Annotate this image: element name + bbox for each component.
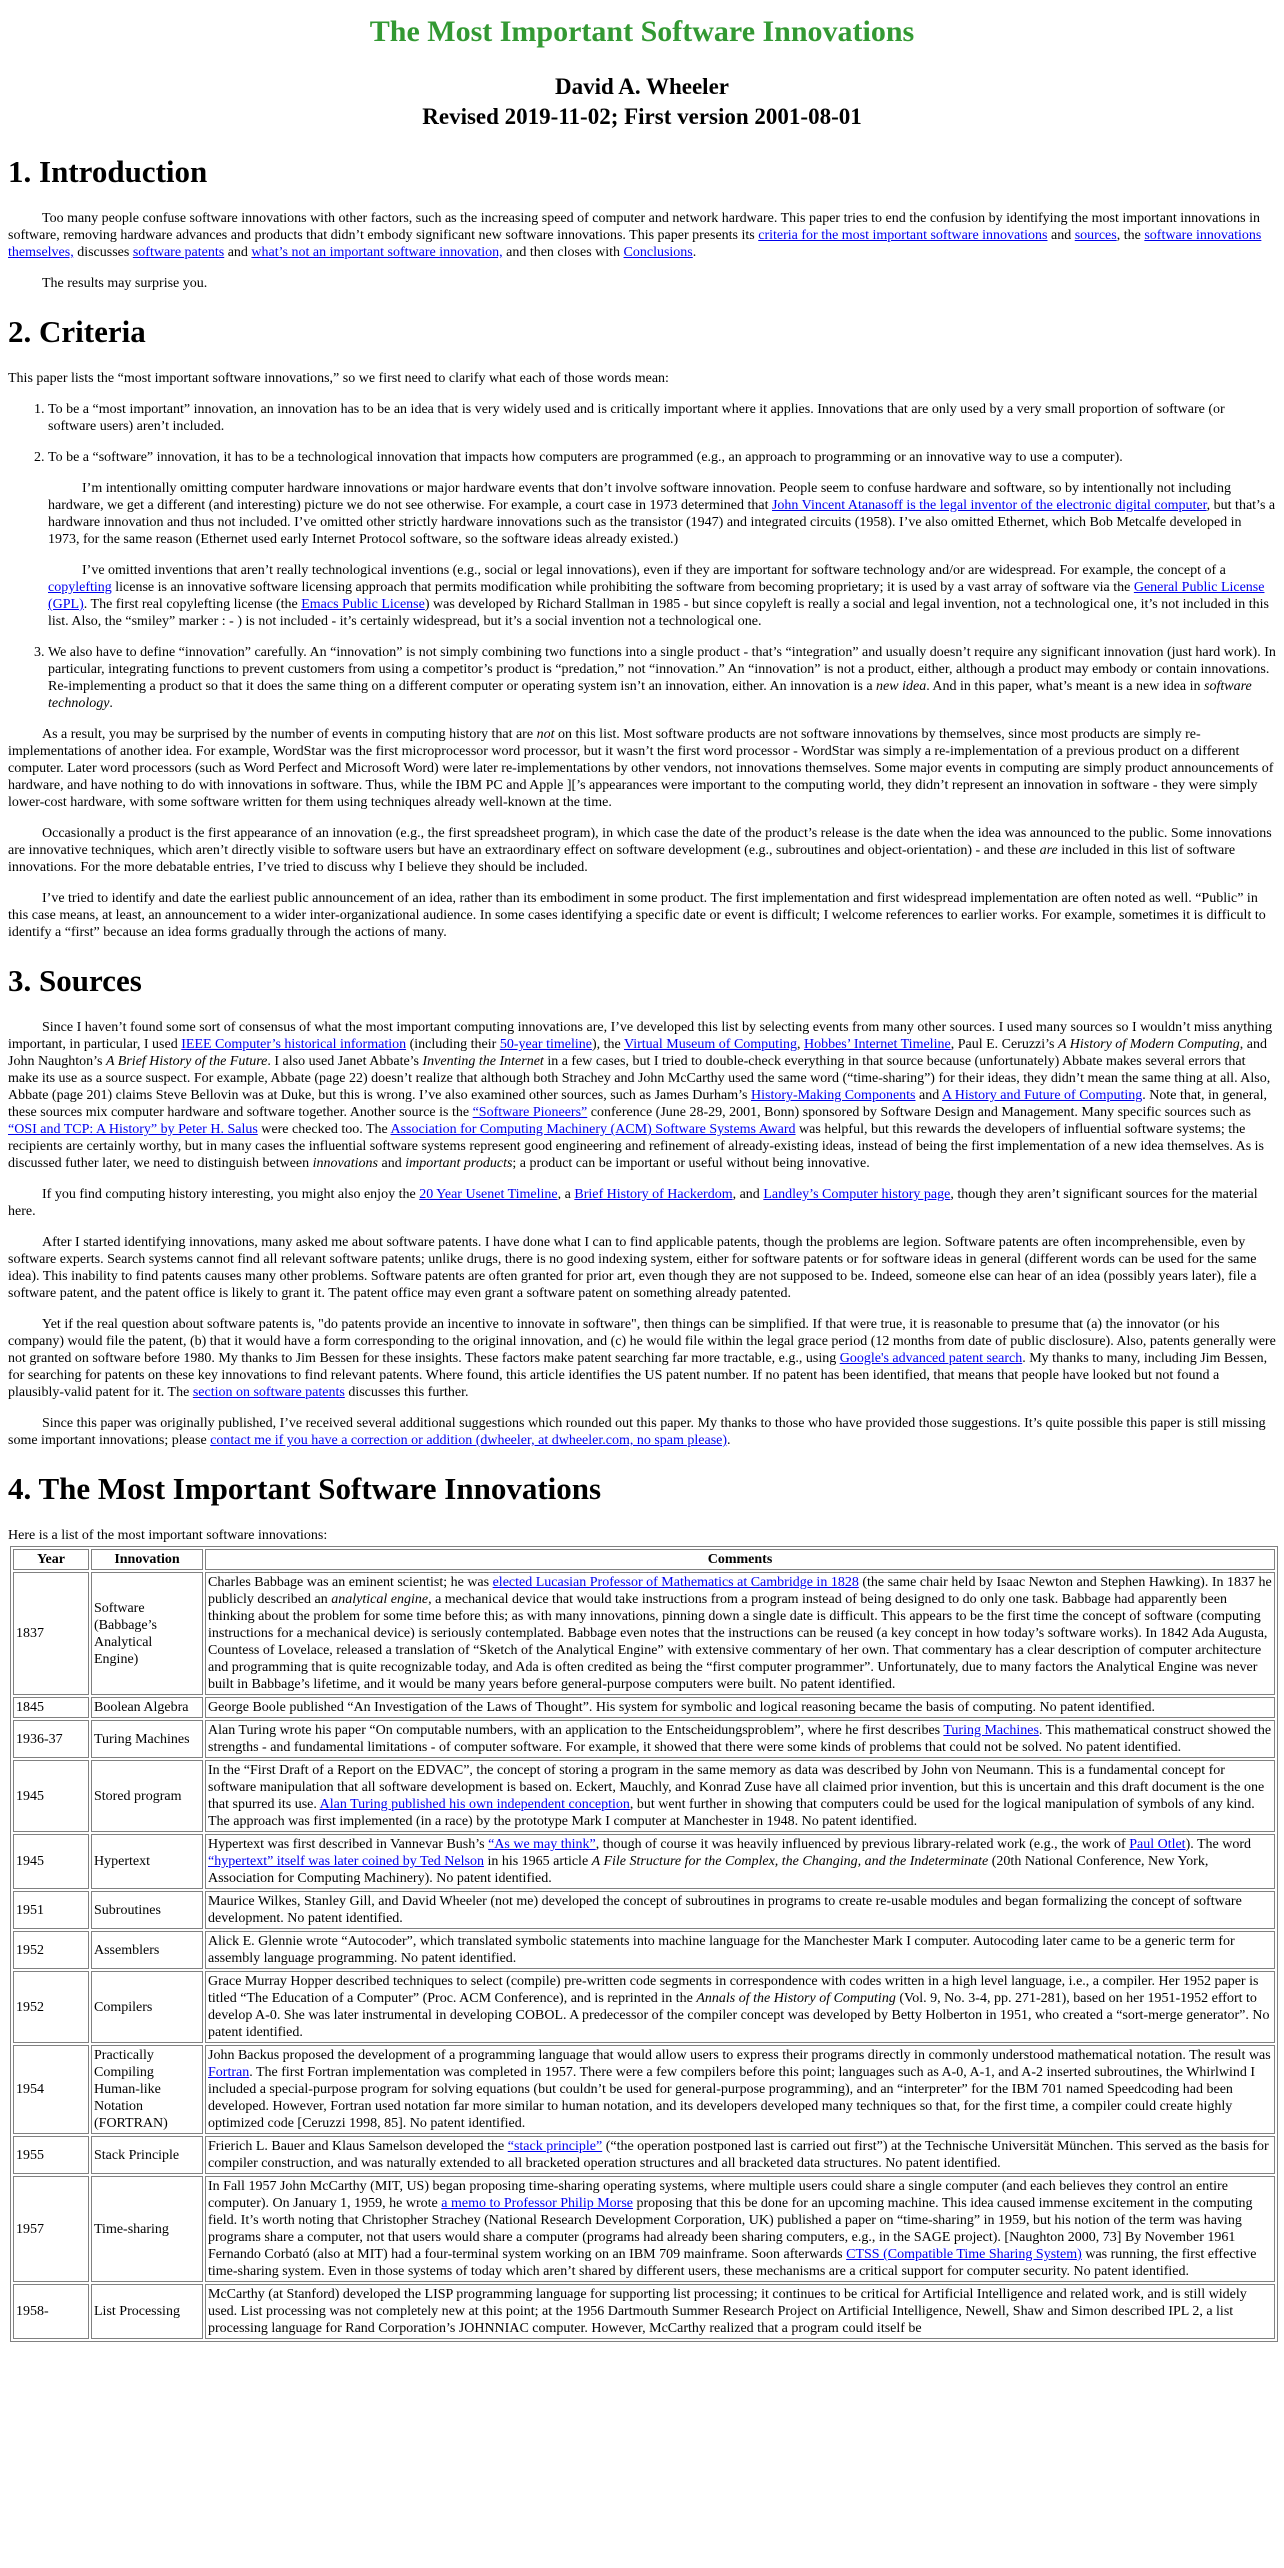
row-year: 1955 [13, 2136, 89, 2174]
row-comments: Frierich L. Bauer and Klaus Samelson developed the “stack principle” (“the operation postponed last is carried out first”) at the Technische Universität München. This served as the basis for compiler construction, and was naturally extended to all bracketed operation structures and all bracketed data structures. No patent identified. [205, 2136, 1275, 2174]
table-row [13, 1931, 1275, 1969]
row-year: 1957 [13, 2176, 89, 2282]
table-header-row [13, 1549, 1275, 1570]
link-usenet-timeline[interactable]: 20 Year Usenet Timeline [419, 1187, 558, 1202]
table-row [13, 2045, 1275, 2134]
row-innovation: Compilers [91, 1971, 203, 2043]
table-row [13, 2176, 1275, 2282]
row-year: 1945 [13, 1834, 89, 1889]
sources-paragraph-patents: After I started identifying innovations, many asked me about software patents. I have done what I can to find applicable patents, though the problems are legion. Software patents are often incomprehensible, even by software experts. Search systems cannot find all relevant software patents; unlike drugs, there is no good indexing system, either for software patents or for software ideas in general (different words can be used for the same idea). This inability to find patents causes many other problems. Software patents are often granted for prior art, even though they are not supposed to be. Indeed, someone else can hear of an idea (possibly years later), file a software patent, and the patent office is likely to grant it. The patent office may even grant a software patent on something already patented. [8, 1235, 1257, 1301]
sources-paragraph-extra: If you find computing history interesting, you might also enjoy the 20 Year Usenet Timeline, a Brief History of Hackerdom, and Landley’s Computer history page, though they aren’t significant sources for the material here. [8, 1187, 1258, 1219]
table-row [13, 1572, 1275, 1695]
row-comments: In Fall 1957 John McCarthy (MIT, US) began proposing time-sharing operating systems, where multiple users could share a single computer (and each believes they control an entire computer). On January 1, 1959, he wrote a memo to Professor Philip Morse proposing that this be done for an upcoming machine. This idea caused immense excitement in the computing field. It’s worth noting that Christopher Strachey (National Research Development Corporation, UK) published a paper on “time-sharing” in 1959, but his notion of the term was having programs share a computer, not that users would share a computer (programs had already been sharing computers, e.g., in the SAGE project). [Naughton 2000, 73] By November 1961 Fernando Corbató (also at MIT) had a four-terminal system working on an IBM 709 mainframe. Soon afterwards CTSS (Compatible Time Sharing System) was running, the first effective time-sharing system. Even in those systems of today which aren’t shared by different users, these mechanisms are a critical support for computer security. No patent identified. [205, 2176, 1275, 2282]
row-year: 1951 [13, 1891, 89, 1929]
link-criteria[interactable]: criteria for the most important software innovations [758, 228, 1048, 243]
criteria-list [8, 401, 1276, 712]
link-virtual-museum[interactable]: Virtual Museum of Computing [623, 1037, 797, 1052]
row-year: 1945 [13, 1760, 89, 1832]
row-year: 1837 [13, 1572, 89, 1695]
row-innovation: Time-sharing [91, 2176, 203, 2282]
table-row [13, 2136, 1275, 2174]
section-heading-innovations: 4. The Most Important Software Innovations [8, 1471, 602, 1506]
row-innovation: Stack Principle [91, 2136, 203, 2174]
section-heading-criteria: 2. Criteria [8, 314, 146, 349]
link-landley-history[interactable]: Landley’s Computer history page [763, 1187, 951, 1202]
link-stack-principle[interactable]: “stack principle” [507, 2139, 603, 2154]
row-year: 1954 [13, 2045, 89, 2134]
table-row [13, 1891, 1275, 1929]
link-turing-machines[interactable]: Turing Machines [943, 1723, 1039, 1738]
link-conclusions[interactable]: Conclusions [623, 245, 693, 260]
link-innovations[interactable]: software innovations themselves, [8, 228, 1262, 260]
row-innovation: Stored program [91, 1760, 203, 1832]
column-header-comments: Comments [205, 1549, 1275, 1570]
criteria-social-note: I’ve omitted inventions that aren’t really technological inventions (e.g., social or legal innovations), even if they are important for software technology and/or are widespread. For example, the concept of a copylefting license is an innovative software licensing approach that permits modification while prohibiting the software from becoming proprietary; it is used by a vast array of software via the General Public License (GPL). The first real copylefting license (the Emacs Public License) was developed by Richard Stallman in 1985 - but since copyleft is really a social and legal invention, not a technological one, it’s not included in this list. Also, the “smiley” marker : - ) is not included - it’s certainly widespread, but it’s a social invention not a technological one. [48, 563, 1269, 629]
link-acm-award[interactable]: Association for Computing Machinery (ACM) Software Systems Award [390, 1122, 796, 1137]
link-hackerdom[interactable]: Brief History of Hackerdom [574, 1187, 733, 1202]
link-gpl[interactable]: General Public License (GPL) [48, 580, 1265, 612]
section-heading-introduction: 1. Introduction [8, 154, 208, 189]
page-title: The Most Important Software Innovations [369, 15, 915, 48]
criteria-item-important: 1. To be a “most important” innovation, an innovation has to be an idea that is very widely used and is critically important where it applies. Innovations that are only used by a very small proportion of software (or software users) aren’t included. [48, 401, 1276, 435]
link-software-pioneers[interactable]: “Software Pioneers” [472, 1105, 588, 1120]
row-year: 1952 [13, 1971, 89, 2043]
link-section-software-patents[interactable]: section on software patents [192, 1385, 345, 1400]
row-comments: George Boole published “An Investigation of the Laws of Thought”. His system for symbolic and logical reasoning became the basis of computing. No patent identified. [205, 1697, 1275, 1718]
link-memo-morse[interactable]: a memo to Professor Philip Morse [441, 2196, 633, 2211]
table-row [13, 1760, 1275, 1832]
link-software-patents[interactable]: software patents [132, 245, 225, 260]
link-as-we-may-think[interactable]: “As we may think” [488, 1837, 596, 1852]
criteria-item-software: 2. To be a “software” innovation, it has to be a technological innovation that impacts how computers are programmed (e.g., an approach to programming or an innovative way to use a computer). I’m intentionally omitting computer hardware innovations or major hardware events that don’t involve software innovation. People seem to confuse hardware and software, so by intentionally not including hardware, we get a different (and interesting) picture we do not see otherwise. For example, a court case in 1973 determined that John Vincent Atanasoff is the legal inventor of the electronic digital computer, but that’s a hardware innovation and thus not included. I’ve omitted other strictly hardware innovations such as the transistor (1947) and integrated circuits (1958). I’ve also omitted Ethernet, which Bob Metcalfe developed in 1973, for the same reason (Ethernet used early Internet Protocol software, so the software ideas already existed.) I’ve omitted inventions that aren’t really technological inventions (e.g., social or legal innovations), even if they are important for software technology and/or are widespread. For example, the concept of a copylefting license is an innovative software licensing approach that permits modification while prohibiting the software from becoming proprietary; it is used by a vast array of software via the General Public License (GPL). The first real copylefting license (the Emacs Public License) was developed by Richard Stallman in 1985 - but since copyleft is really a social and legal invention, not a technological one, it’s not included in this list. Also, the “smiley” marker : - ) is not included - it’s certainly widespread, but it’s a social invention not a technological one. [48, 449, 1276, 630]
row-comments: Maurice Wilkes, Stanley Gill, and David Wheeler (not me) developed the concept of subroutines in programs to create re-usable modules and began formalizing the concept of software development. No patent identified. [205, 1891, 1275, 1929]
innovations-table [10, 1546, 1278, 2342]
intro-surprise: The results may surprise you. [42, 276, 208, 291]
link-contact[interactable]: contact me if you have a correction or addition (dwheeler, at dwheeler.com, no spam please) [210, 1433, 728, 1448]
criteria-occasional-paragraph: Occasionally a product is the first appearance of an innovation (e.g., the first spreadsheet program), in which case the date of the product’s release is the date when the idea was announced to the public. Some innovations are innovative techniques, which aren’t directly visible to software users but have an extraordinary effect on software development (e.g., subroutines and object-orientation) - and these are included in this list of software innovations. For the more debatable entries, I’ve tried to discuss why I believe they should be included. [8, 826, 1272, 875]
link-atanasoff[interactable]: John Vincent Atanasoff is the legal inventor of the electronic digital computer [771, 498, 1207, 513]
innovations-lead: Here is a list of the most important software innovations: [8, 1528, 328, 1543]
row-year: 1952 [13, 1931, 89, 1969]
row-comments: John Backus proposed the development of a programming language that would allow users to express their programs directly in commonly understood mathematical notation. The result was Fortran. The first Fortran implementation was completed in 1957. There were a few compilers before this point; languages such as A-0, A-1, and A-2 inserted subroutines, the Whirlwind I included a special-purpose program for solving equations (but couldn’t be used for general-purpose programming), and an “interpreter” for the IBM 701 named Speedcoding had been developed. However, Fortran used notation far more similar to human notation, and its developers developed many techniques so that, for the first time, a compiler could create highly optimized code [Ceruzzi 1998, 85]. No patent identified. [205, 2045, 1275, 2134]
link-ieee-history[interactable]: IEEE Computer’s historical information [181, 1037, 407, 1052]
criteria-item-innovation: 3. We also have to define “innovation” carefully. An “innovation” is not simply combining two functions into a single product - that’s “integration” and usually doesn’t require any significant innovation (just hard work). In particular, integrating functions to prevent customers from using a competitor’s product is “predation,” not “innovation.” An “innovation” is not a product, either, although a product may embody or contain innovations. Re-implementing a product so that it does the same thing on a different computer or operating system isn’t an innovation, either. An innovation is a new idea. And in this paper, what’s meant is a new idea in software technology. [48, 644, 1276, 712]
link-lucasian-professor[interactable]: elected Lucasian Professor of Mathematics at Cambridge in 1828 [492, 1575, 859, 1590]
link-fortran[interactable]: Fortran [208, 2065, 250, 2080]
row-comments: In the “First Draft of a Report on the EDVAC”, the concept of storing a program in the same memory as data was described by John von Neumann. This is a fundamental concept for software manipulation that all software development is based on. Eckert, Mauchly, and Konrad Zuse have all claimed prior invention, but this is uncertain and this draft document is the one that spurred its use. Alan Turing published his own independent conception, but went further in showing that computers could be used for the logical manipulation of symbols of any kind. The approach was first implemented (in a race) by the prototype Mark I computer at Manchester in 1948. No patent identified. [205, 1760, 1275, 1832]
table-row [13, 1971, 1275, 2043]
link-copylefting[interactable]: copylefting [48, 580, 112, 595]
row-year: 1958- [13, 2284, 89, 2339]
row-innovation: Hypertext [91, 1834, 203, 1889]
link-hypertext-coined[interactable]: “hypertext” itself was later coined by Ted Nelson [208, 1854, 484, 1869]
column-header-innovation: Innovation [91, 1549, 203, 1570]
row-innovation: Turing Machines [91, 1720, 203, 1758]
row-comments: Hypertext was first described in Vannevar Bush’s “As we may think”, though of course it was heavily influenced by previous library-related work (e.g., the work of Paul Otlet). The word “hypertext” itself was later coined by Ted Nelson in his 1965 article A File Structure for the Complex, the Changing, and the Indeterminate (20th National Conference, New York, Association for Computing Machinery). No patent identified. [205, 1834, 1275, 1889]
row-innovation: Practically Compiling Human-like Notation (FORTRAN) [91, 2045, 203, 2134]
link-google-patent-search[interactable]: Google's advanced patent search [839, 1351, 1023, 1366]
sources-paragraph-main: Since I haven’t found some sort of consensus of what the most important computing innovations are, I’ve developed this list by selecting events from many other sources. I used many sources so I wouldn’t miss anything important, in particular, I used IEEE Computer’s historical information (including their 50-year timeline), the Virtual Museum of Computing, Hobbes’ Internet Timeline, Paul E. Ceruzzi’s A History of Modern Computing, and John Naughton’s A Brief History of the Future. I also used Janet Abbate’s Inventing the Internet in a few cases, but I tried to double-check everything in that source because (unfortunately) Abbate makes several errors that make its use as a source suspect. For example, Abbate (page 22) doesn’t realize that although both Strachey and John McCarthy used the same word (“time-sharing”) for their ideas, they didn’t mean the same thing at all. Also, Abbate (page 201) claims Steve Bellovin was at Duke, but this is wrong. I’ve also examined other sources, such as James Durham’s History-Making Components and A History and Future of Computing. Note that, in general, these sources mix computer hardware and software together. Another source is the “Software Pioneers” conference (June 28-29, 2001, Bonn) sponsored by Software Design and Management. Many specific sources such as “OSI and TCP: A History” by Peter H. Salus were checked too. The Association for Computing Machinery (ACM) Software Systems Award was helpful, but this rewards the developers of influential software systems; the recipients are certainly worthy, but in many cases the influential software systems represent good engineering and refinement of already-existing ideas, instead of being the first implementation of a new idea themselves. As is discussed futher later, we need to distinguish between innovations and important products; a product can be important or useful without being innovative. [8, 1020, 1273, 1171]
link-turing-conception[interactable]: Alan Turing published his own independent conception [319, 1797, 630, 1812]
link-sources[interactable]: sources [1074, 228, 1117, 243]
sources-paragraph-thanks: Since this paper was originally published, I’ve received several additional suggestions which rounded out this paper. My thanks to those who have provided those suggestions. It’s quite possible this paper is still missing some important innovations; please contact me if you have a correction or addition (dwheeler, at dwheeler.com, no spam please). [8, 1416, 1266, 1448]
link-history-future-computing[interactable]: A History and Future of Computing [941, 1088, 1143, 1103]
link-emacs-license[interactable]: Emacs Public License [301, 597, 425, 612]
row-innovation: Subroutines [91, 1891, 203, 1929]
row-innovation: List Processing [91, 2284, 203, 2339]
link-not-innovation[interactable]: what’s not an important software innovation, [251, 245, 503, 260]
column-header-year: Year [13, 1549, 89, 1570]
row-comments: Grace Murray Hopper described techniques to select (compile) pre-written code segments in correspondence with codes written in a high level language, i.e., a compiler. Her 1952 paper is titled “The Education of a Computer” (Proc. ACM Conference), and is reprinted in the Annals of the History of Computing (Vol. 9, No. 3-4, pp. 271-281), based on her 1951-1952 effort to develop A-0. She was later instrumental in developing COBOL. A predecessor of the compiler concept was developed by Betty Holberton in 1951, who created a “sort-merge generator”. No patent identified. [205, 1971, 1275, 2043]
criteria-date-paragraph: I’ve tried to identify and date the earliest public announcement of an idea, rather than its embodiment in some product. The first implementation and first widespread implementation are often noted as well. “Public” in this case means, at least, an announcement to a wider inter-organizational audience. In some cases identifying a specific date or event is difficult; I welcome references to earlier works. For example, sometimes it is difficult to identify a “first” because an idea forms gradually through the actions of many. [8, 891, 1266, 940]
table-row [13, 1697, 1275, 1718]
author-line: David A. Wheeler [555, 74, 729, 99]
sources-paragraph-patent-search: Yet if the real question about software patents is, "do patents provide an incentive to innovate in software", then things can be simplified. If that were true, it is reasonable to presume that (a) the innovator (or his company) would file the patent, (b) that it would have a form corresponding to the original innovation, and (c) he would file within the legal grace period (12 months from date of public disclosure). Also, patents generally were not granted on software before 1980. My thanks to Jim Bessen for these insights. These factors make patent searching far more tractable, e.g., using Google's advanced patent search. My thanks to many, including Jim Bessen, for searching for patents on these key innovations to find relevant patents. Where found, this article identifies the US patent number. If no patent has been identified, that means that people have looked but not found a plausibly-valid patent for it. The section on software patents discusses this further. [8, 1317, 1276, 1400]
row-comments: Alick E. Glennie wrote “Autocoder”, which translated symbolic statements into machine language for the Manchester Mark I computer. Autocoding later came to be a generic term for assembly language programming. No patent identified. [205, 1931, 1275, 1969]
link-history-making-components[interactable]: History-Making Components [751, 1088, 916, 1103]
link-50-year-timeline[interactable]: 50-year timeline [499, 1037, 592, 1052]
row-innovation: Boolean Algebra [91, 1697, 203, 1718]
row-innovation: Assemblers [91, 1931, 203, 1969]
link-paul-otlet[interactable]: Paul Otlet [1129, 1837, 1186, 1852]
section-heading-sources: 3. Sources [8, 963, 142, 998]
link-osi-tcp-history[interactable]: “OSI and TCP: A History” by Peter H. Salus [8, 1122, 258, 1137]
table-row [13, 1834, 1275, 1889]
revision-line: Revised 2019-11-02; First version 2001-08-01 [422, 104, 862, 129]
row-year: 1936-37 [13, 1720, 89, 1758]
criteria-hardware-note: I’m intentionally omitting computer hardware innovations or major hardware events that don’t involve software innovation. People seem to confuse hardware and software, so by intentionally not including hardware, we get a different (and interesting) picture we do not see otherwise. For example, a court case in 1973 determined that John Vincent Atanasoff is the legal inventor of the electronic digital computer, but that’s a hardware innovation and thus not included. I’ve omitted other strictly hardware innovations such as the transistor (1947) and integrated circuits (1958). I’ve also omitted Ethernet, which Bob Metcalfe developed in 1973, for the same reason (Ethernet used early Internet Protocol software, so the software ideas already existed.) [48, 481, 1276, 547]
row-comments: Alan Turing wrote his paper “On computable numbers, with an application to the Entscheidungsproblem”, where he first describes Turing Machines. This mathematical construct showed the strengths - and fundamental limitations - of computer software. For example, it showed that there were some kinds of problems that could not be solved. No patent identified. [205, 1720, 1275, 1758]
row-innovation: Software (Babbage’s Analytical Engine) [91, 1572, 203, 1695]
intro-paragraph: Too many people confuse software innovations with other factors, such as the increasing speed of computer and network hardware. This paper tries to end the confusion by identifying the most important innovations in software, removing hardware advances and products that didn’t embody significant new software innovations. This paper presents its criteria for the most important software innovations and sources, the software innovations themselves, discusses software patents and what’s not an important software innovation, and then closes with Conclusions. [8, 211, 1262, 260]
table-row [13, 1720, 1275, 1758]
row-comments: McCarthy (at Stanford) developed the LISP programming language for supporting list processing; it continues to be critical for Artificial Intelligence and related work, and is still widely used. List processing was not completely new at this point; at the 1956 Dartmouth Summer Research Project on Artificial Intelligence, Newell, Shaw and Simon described IPL 2, a list processing language for Rand Corporation’s JOHNNIAC computer. However, McCarthy realized that a program could itself be [205, 2284, 1275, 2339]
criteria-lead: This paper lists the “most important software innovations,” so we first need to clarify what each of those words mean: [8, 371, 669, 386]
link-ctss[interactable]: CTSS (Compatible Time Sharing System) [846, 2247, 1082, 2262]
row-year: 1845 [13, 1697, 89, 1718]
table-row [13, 2284, 1275, 2339]
link-hobbes-timeline[interactable]: Hobbes’ Internet Timeline [803, 1037, 951, 1052]
criteria-result-paragraph: As a result, you may be surprised by the number of events in computing history that are not on this list. Most software products are not software innovations by themselves, since most products are simply re-implementations of another idea. For example, WordStar was the first microprocessor word processor, but it wasn’t the first word processor - WordStar was simply a re-implementation of a previous product on a different computer. Later word processors (such as Word Perfect and Microsoft Word) were later re-implementations by other vendors, not innovations themselves. Some major events in computing are simply product announcements of hardware, and have nothing to do with innovations in software. Thus, while the IBM PC and Apple ][’s appearances were important to the computing world, they didn’t represent an innovation in software - they were simply lower-cost hardware, with some software written for them using techniques already well-known at the time. [8, 727, 1274, 810]
row-comments: Charles Babbage was an eminent scientist; he was elected Lucasian Professor of Mathematics at Cambridge in 1828 (the same chair held by Isaac Newton and Stephen Hawking). In 1837 he publicly described an analytical engine, a mechanical device that would take instructions from a program instead of being designed to do only one task. Babbage had apparently been thinking about the problem for some time before this; as with many innovations, pinning down a single date is difficult. This appears to be the first time the concept of software (computing instructions for a mechanical device) is seriously contemplated. Babbage even notes that the instructions can be reused (a key concept in how today’s software works). In 1842 Ada Augusta, Countess of Lovelace, released a translation of “Sketch of the Analytical Engine” with extensive commentary of her own. That commentary has a clear description of computer architecture and programming that is quite recognizable today, and Ada is often credited as being the “first computer programmer”. Unfortunately, due to many factors the Analytical Engine was never built in Babbage’s lifetime, and it would be many years before general-purpose computers were built. No patent identified. [205, 1572, 1275, 1695]
